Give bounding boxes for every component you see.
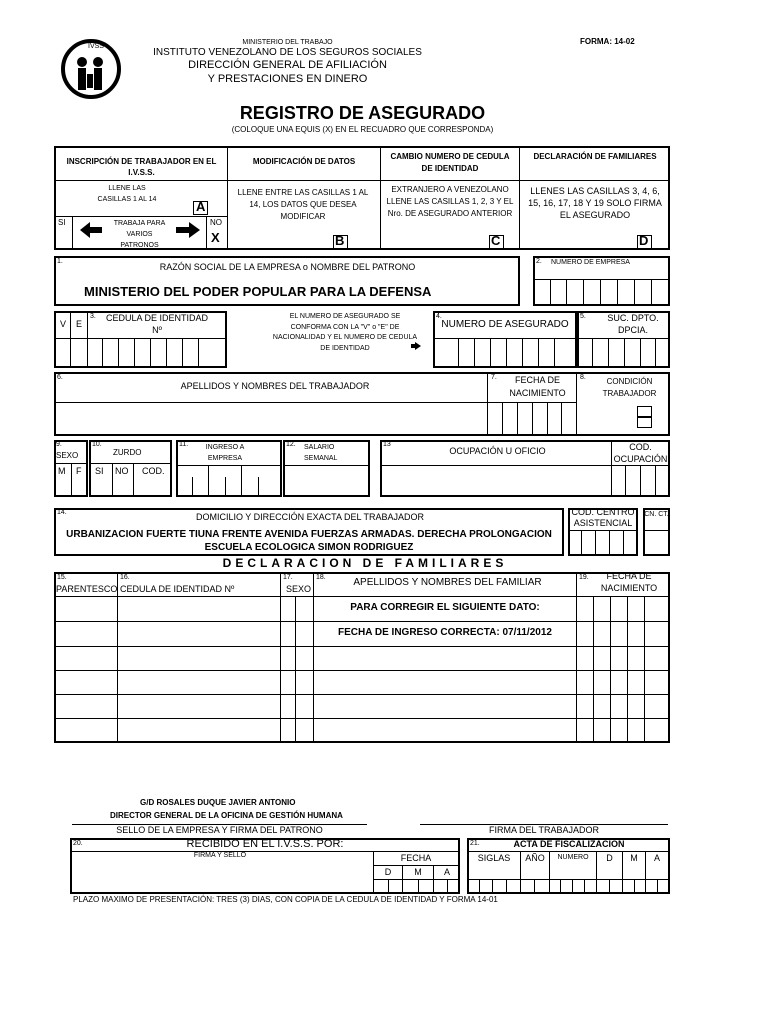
- field-number-2: 2.: [536, 258, 542, 265]
- option-a-si: SI: [58, 218, 66, 227]
- option-c-letter: C: [491, 233, 501, 248]
- cn-label: CN. CT.: [644, 511, 669, 518]
- field-number-18: 18.: [316, 574, 326, 581]
- option-d-desc: LLENES LAS CASILLAS 3, 4, 6, 15, 16, 17, 18 Y 19 SOLO FIRMA EL ASEGURADO: [528, 186, 662, 220]
- field-number-17: 17.: [283, 574, 293, 581]
- insured-number-label: NUMERO DE ASEGURADO: [441, 319, 569, 330]
- field-number-10: 10.: [92, 441, 102, 448]
- address-label: DOMICILIO Y DIRECCIÓN EXACTA DEL TRABAJADOR: [195, 512, 425, 522]
- firma-sello-label: FIRMA Y SELLO: [193, 852, 247, 859]
- salario-label: SALARIO SEMANAL: [304, 444, 338, 462]
- field-number-7: 7.: [491, 374, 497, 381]
- received-label: RECIBIDO EN EL I.V.S.S. POR:: [186, 838, 344, 850]
- field-number-21: 21.: [470, 840, 480, 847]
- family-heading: DECLARACION DE FAMILIARES: [222, 556, 508, 570]
- fiscal-siglas: SIGLAS: [477, 853, 511, 863]
- family-sexo-label: SEXO: [286, 584, 312, 594]
- option-b-desc: LLENE ENTRE LAS CASILLAS 1 AL 14, LOS DATOS QUE DESEA MODIFICAR: [237, 188, 369, 221]
- option-a-desc: LLENE LAS CASILLAS 1 AL 14: [97, 185, 157, 203]
- worker-signature-label: FIRMA DEL TRABAJADOR: [488, 825, 600, 835]
- arrow-right-small-icon: [411, 337, 421, 345]
- sexo-m[interactable]: M: [58, 466, 66, 476]
- worker-name-label: APELLIDOS Y NOMBRES DEL TRABAJADOR: [180, 381, 370, 391]
- field-number-19: 19.: [579, 574, 589, 581]
- family-names-label: APELLIDOS Y NOMBRES DEL FAMILIAR: [353, 577, 542, 588]
- field-number-14: 14.: [57, 509, 67, 516]
- company-number-label: NUMERO DE EMPRESA: [551, 259, 630, 266]
- birth-date-label: FECHA DE NACIMIENTO: [509, 375, 566, 398]
- fiscal-title: ACTA DE FISCALIZACION: [513, 839, 625, 849]
- field-number-9: 9.: [56, 441, 62, 448]
- field-number-12: 12.: [286, 441, 296, 448]
- fiscal-numero: NUMERO: [557, 854, 589, 861]
- family-birth-label: FECHA DE NACIMIENTO: [600, 571, 658, 593]
- zurdo-si[interactable]: SI: [95, 466, 104, 476]
- option-b-letter: B: [335, 233, 345, 248]
- field-number-20: 20.: [73, 840, 83, 847]
- fiscal-ano: AÑO: [525, 853, 545, 863]
- left-arrow-icon: [80, 222, 102, 238]
- family-note-1[interactable]: PARA CORREGIR EL SIGUIENTE DATO:: [350, 602, 540, 613]
- condition-checkbox-1[interactable]: [637, 406, 652, 417]
- ministry-label: MINISTERIO DEL TRABAJO: [242, 39, 333, 46]
- employer-signature-label: SELLO DE LA EMPRESA Y FIRMA DEL PATRONO: [116, 825, 323, 835]
- field-number-3: 3.: [90, 313, 96, 320]
- zurdo-no[interactable]: NO: [115, 466, 129, 476]
- received-m: M: [414, 867, 422, 877]
- zurdo-cod: COD.: [142, 466, 165, 476]
- field-number-6: 6.: [57, 374, 63, 381]
- insured-number-note: EL NUMERO DE ASEGURADO SE CONFORMA CON LA "V" o "E" DE NACIONALIDAD Y EL NUMERO DE CEDULA DE IDENTIDAD: [272, 313, 418, 352]
- right-arrow-icon: [176, 222, 200, 238]
- option-b-title: MODIFICACIÓN DE DATOS: [252, 157, 356, 166]
- condition-checkbox-2[interactable]: [637, 417, 652, 428]
- institute-label: INSTITUTO VENEZOLANO DE LOS SEGUROS SOCIALES: [153, 47, 422, 58]
- ivss-logo: [60, 36, 122, 100]
- option-a-title: INSCRIPCIÓN DE TRABAJADOR EN EL I.V.S.S.: [66, 157, 217, 177]
- received-d: D: [384, 867, 392, 877]
- cedula-label: CEDULA DE IDENTIDAD Nº: [105, 313, 209, 335]
- direction-label-2: Y PRESTACIONES EN DINERO: [207, 73, 368, 85]
- sexo-f[interactable]: F: [76, 466, 82, 476]
- cod-ocupacion-label: COD. OCUPACIÓN: [613, 442, 668, 464]
- nationality-v[interactable]: V: [60, 319, 67, 329]
- condition-label: CONDICIÓN TRABAJADOR: [602, 377, 657, 398]
- ocupacion-label: OCUPACIÓN U OFICIO: [449, 446, 546, 456]
- centro-label: COD. CENTRO ASISTENCIAL: [571, 507, 635, 528]
- field-number-13: 13: [383, 441, 391, 448]
- family-note-2[interactable]: FECHA DE INGRESO CORRECTA: 07/11/2012: [338, 627, 552, 638]
- parentesco-label: PARENTESCO: [56, 584, 118, 594]
- field-number-15: 15.: [57, 574, 67, 581]
- option-c-desc: EXTRANJERO A VENEZOLANO LLENE LAS CASILLAS 1, 2, 3 Y EL Nro. DE ASEGURADO ANTERIOR: [386, 185, 514, 218]
- logo-text: IVSS: [88, 43, 104, 50]
- page-subtitle: (COLOQUE UNA EQUIS (X) EN EL RECUADRO QUE CORRESPONDA): [231, 125, 494, 134]
- field-number-8: 8.: [580, 374, 586, 381]
- field-number-1: 1.: [57, 258, 63, 265]
- option-c-title: CAMBIO NUMERO DE CEDULA DE IDENTIDAD: [390, 152, 510, 173]
- form-code: FORMA: 14-02: [580, 37, 635, 46]
- option-a-mark: X: [211, 230, 220, 245]
- signer-name: G/D ROSALES DUQUE JAVIER ANTONIO: [140, 798, 296, 807]
- employer-label: RAZÓN SOCIAL DE LA EMPRESA o NOMBRE DEL PATRONO: [159, 262, 416, 272]
- option-a-no: NO: [210, 218, 222, 227]
- field-number-11: 11.: [179, 441, 189, 448]
- zurdo-label: ZURDO: [113, 448, 142, 457]
- received-a: A: [443, 867, 450, 877]
- direction-label: DIRECCIÓN GENERAL DE AFILIACIÓN: [188, 59, 387, 71]
- option-a-multi-employer: TRABAJA PARA VARIOS PATRONOS: [113, 220, 166, 249]
- option-a-letter: A: [196, 199, 206, 214]
- fiscal-m: M: [630, 853, 638, 863]
- footer-note: PLAZO MAXIMO DE PRESENTACIÓN: TRES (3) DIAS, CON COPIA DE LA CEDULA DE IDENTIDAD Y FORMA 14-01: [73, 895, 498, 904]
- address-line-2[interactable]: ESCUELA ECOLOGICA SIMON RODRIGUEZ: [204, 542, 414, 553]
- field-number-16: 16.: [120, 574, 130, 581]
- page-title: REGISTRO DE ASEGURADO: [239, 103, 486, 123]
- suc-label: SUC. DPTO. DPCIA.: [607, 313, 659, 335]
- fiscal-a: A: [653, 853, 660, 863]
- received-date-label: FECHA: [400, 853, 432, 863]
- field-number-4: 4.: [436, 313, 442, 320]
- employer-value[interactable]: MINISTERIO DEL PODER POPULAR PARA LA DEFENSA: [84, 284, 432, 299]
- option-d-title: DECLARACIÓN DE FAMILIARES: [533, 152, 657, 161]
- sexo-label: SEXO: [56, 451, 79, 460]
- option-d-letter: D: [639, 233, 649, 248]
- address-line-1[interactable]: URBANIZACION FUERTE TIUNA FRENTE AVENIDA FUERZAS ARMADAS. DERECHA PROLONGACION: [66, 529, 552, 540]
- ingreso-label: INGRESO A EMPRESA: [205, 444, 245, 462]
- field-number-5: 5.: [580, 313, 586, 320]
- fiscal-d: D: [606, 853, 613, 863]
- family-cedula-label: CEDULA DE IDENTIDAD Nº: [120, 584, 235, 594]
- nationality-e[interactable]: E: [76, 319, 83, 329]
- signer-title: DIRECTOR GENERAL DE LA OFICINA DE GESTIÓN HUMANA: [110, 811, 343, 820]
